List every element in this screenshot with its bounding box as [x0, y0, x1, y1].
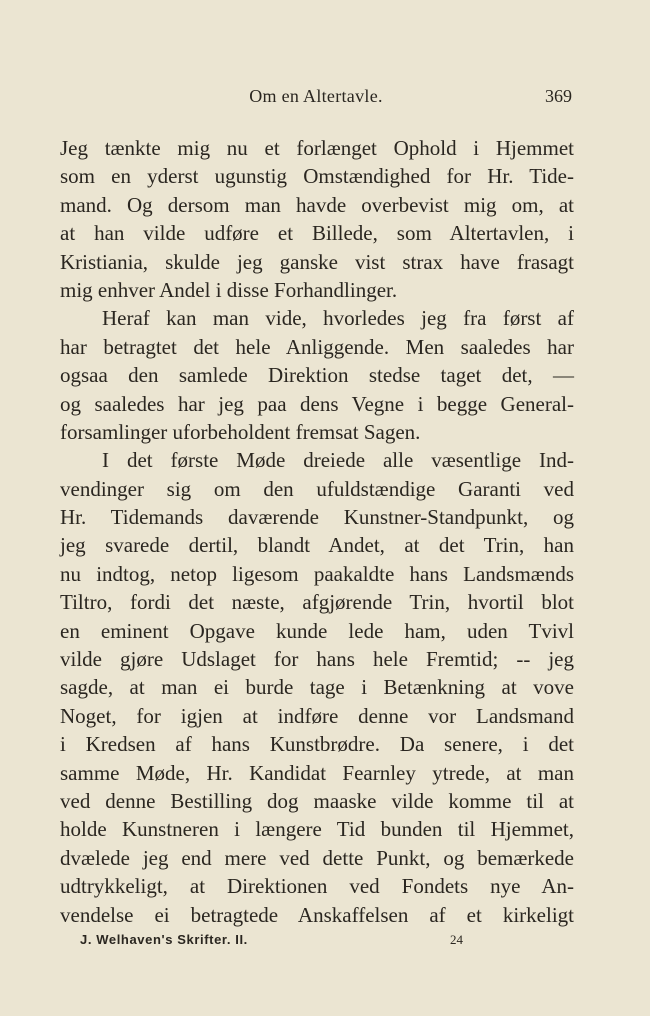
page-footer: [80, 932, 480, 952]
text-line: I det første Møde dreiede alle væsentlige Ind-: [102, 448, 574, 473]
text-line: jeg svarede dertil, blandt Andet, at det Trin, han: [60, 533, 574, 558]
text-line: ogsaa den samlede Direktion stedse taget det, —: [60, 363, 574, 388]
text-line: Noget, for igjen at indføre denne vor Landsmand: [60, 703, 574, 728]
running-title: Om en Altertavle.: [249, 86, 383, 106]
signature-mark: 24: [450, 932, 463, 947]
text-line: og saaledes har jeg paa dens Vegne i begge General-: [60, 391, 574, 416]
page-number: 369: [545, 86, 572, 106]
text-line: i Kredsen af hans Kunstbrødre. Da senere, i det: [60, 732, 574, 757]
text-line: holde Kunstneren i længere Tid bunden til Hjemmet,: [60, 817, 574, 842]
signature-line: J. Welhaven's Skrifter. II.: [80, 932, 248, 947]
running-head: [60, 86, 572, 110]
text-line: mand. Og dersom man havde overbevist mig om, at: [60, 192, 574, 217]
text-line: vendinger sig om den ufuldstændige Garanti ved: [60, 476, 574, 501]
text-line: Hr. Tidemands daværende Kunstner-Standpunkt, og: [60, 505, 574, 530]
text-line: vendelse ei betragtede Anskaffelsen af et kirkeligt: [60, 902, 574, 927]
text-line: samme Møde, Hr. Kandidat Fearnley ytrede, at man: [60, 760, 574, 785]
text-line: nu indtog, netop ligesom paakaldte hans Landsmænds: [60, 561, 574, 586]
text-line: vilde gjøre Udslaget for hans hele Fremtid; -- jeg: [60, 647, 574, 672]
body-text: [60, 134, 574, 929]
text-line: at han vilde udføre et Billede, som Altertavlen, i: [60, 221, 574, 246]
text-line: Jeg tænkte mig nu et forlænget Ophold i Hjemmet: [60, 136, 574, 160]
text-line: forsamlinger uforbeholdent fremsat Sagen.: [60, 419, 421, 444]
text-line: har betragtet det hele Anliggende. Men saaledes har: [60, 334, 574, 359]
text-line: som en yderst ugunstig Omstændighed for Hr. Tide-: [60, 164, 574, 189]
text-line: sagde, at man ei burde tage i Betænkning at vove: [60, 675, 574, 700]
text-line: mig enhver Andel i disse Forhandlinger.: [60, 277, 398, 302]
text-line: en eminent Opgave kunde lede ham, uden Tvivl: [60, 618, 574, 643]
text-line: dvælede jeg end mere ved dette Punkt, og bemærkede: [60, 845, 574, 870]
text-line: udtrykkeligt, at Direktionen ved Fondets nye An-: [60, 874, 574, 899]
text-line: Kristiania, skulde jeg ganske vist strax have frasagt: [60, 249, 574, 274]
text-line: Tiltro, fordi det næste, afgjørende Trin, hvortil blot: [60, 590, 574, 615]
text-line: Heraf kan man vide, hvorledes jeg fra først af: [102, 306, 574, 331]
text-line: ved denne Bestilling dog maaske vilde komme til at: [60, 788, 574, 813]
